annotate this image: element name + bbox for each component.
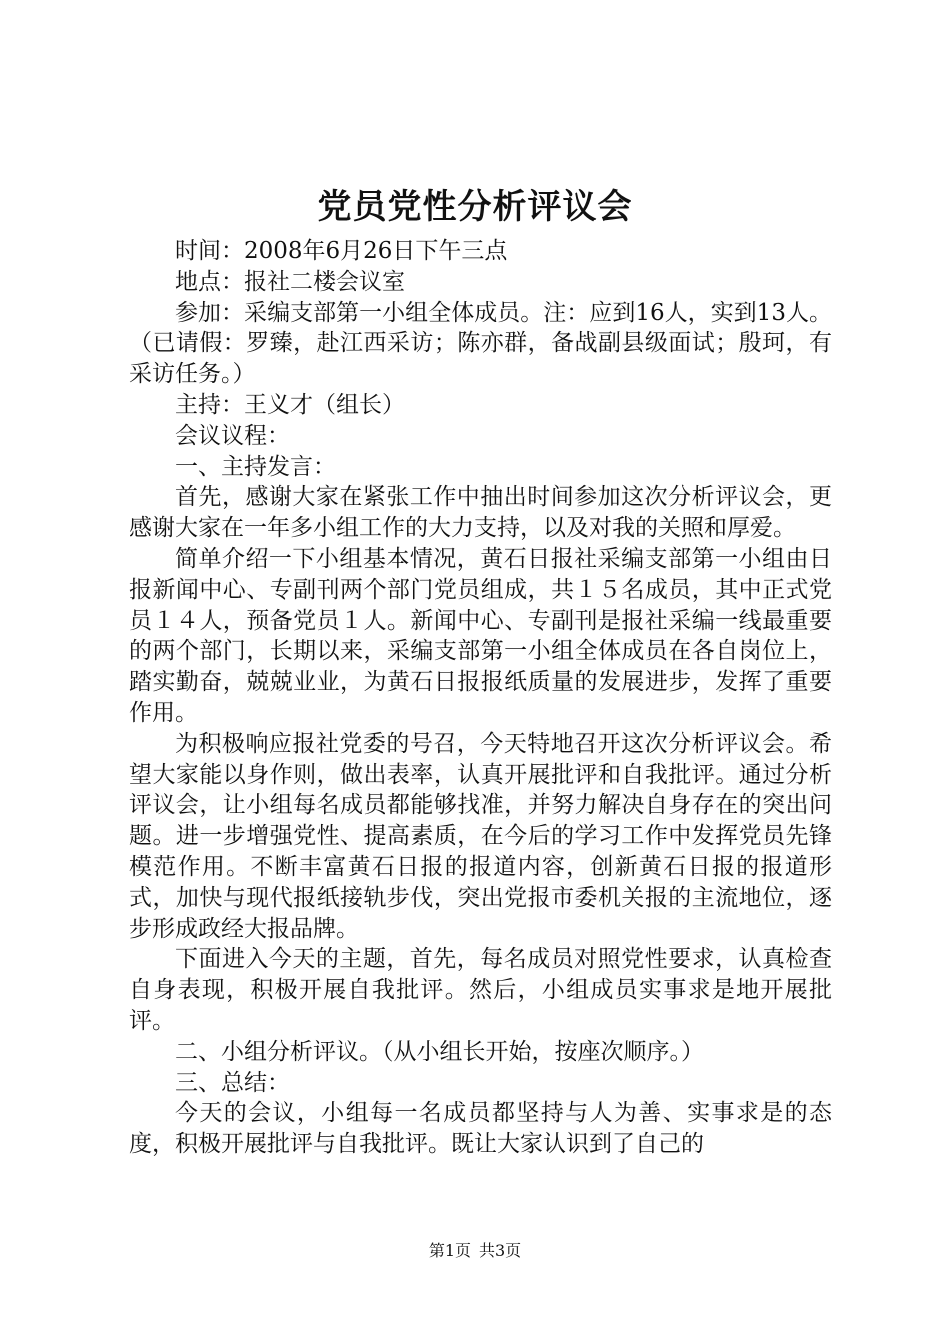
paragraph-location: 地点：报社二楼会议室 [175, 268, 405, 295]
paragraph-opening: 首先，感谢大家在紧张工作中抽出时间参加这次分析评议会，更感谢大家在一年多小组工作的大力支持，以及对我的关照和厚爱。 [129, 484, 832, 542]
paragraph-purpose: 为积极响应报社党委的号召，今天特地召开这次分析评议会。希望大家能以身作则，做出表率，认真开展批评和自我批评。通过分析评议会，让小组每名成员都能够找准，并努力解决自身存在的突出问题。进一步增强党性、提高素质，在今后的学习工作中发挥党员先锋模范作用。不断丰富黄石日报的报道内容，创新黄石日报的报道形式，加快与现代报纸接轨步伐，突出党报市委机关报的主流地位，逐步形成政经大报品牌。 [129, 730, 832, 942]
page-number: 第1页 [428, 1241, 471, 1260]
page-footer [0, 1240, 950, 1262]
paragraph-group-intro: 简单介绍一下小组基本情况，黄石日报社采编支部第一小组由日报新闻中心、专副刊两个部门党员组成，共１５名成员，其中正式党员１４人，预备党员１人。新闻中心、专副刊是报社采编一线最重要的两个部门，长期以来，采编支部第一小组全体成员在各自岗位上，踏实勤奋，兢兢业业，为黄石日报报纸质量的发展进步，发挥了重要作用。 [129, 545, 832, 726]
paragraph-section-one: 一、主持发言： [175, 453, 336, 480]
paragraph-attendees: 参加：采编支部第一小组全体成员。注：应到16人，实到13人。（已请假：罗臻，赴江西采访；陈亦群，备战副县级面试；殷珂，有采访任务。） [129, 299, 832, 388]
paragraph-host: 主持：王义才（组长） [175, 391, 405, 418]
paragraph-main-topic: 下面进入今天的主题，首先，每名成员对照党性要求，认真检查自身表现，积极开展自我批评。然后，小组成员实事求是地开展批评。 [129, 946, 832, 1034]
paragraph-agenda-heading: 会议议程： [175, 422, 290, 449]
page-total: 共3页 [479, 1241, 522, 1260]
document-title: 党员党性分析评议会 [317, 187, 633, 227]
paragraph-section-two: 二、小组分析评议。（从小组长开始，按座次顺序。） [175, 1038, 704, 1065]
paragraph-time: 时间：2008年6月26日下午三点 [175, 238, 508, 264]
document-body [129, 236, 832, 1160]
paragraph-section-three: 三、总结： [175, 1069, 290, 1096]
paragraph-summary: 今天的会议，小组每一名成员都坚持与人为善、实事求是的态度，积极开展批评与自我批评。既让大家认识到了自己的 [129, 1100, 832, 1158]
